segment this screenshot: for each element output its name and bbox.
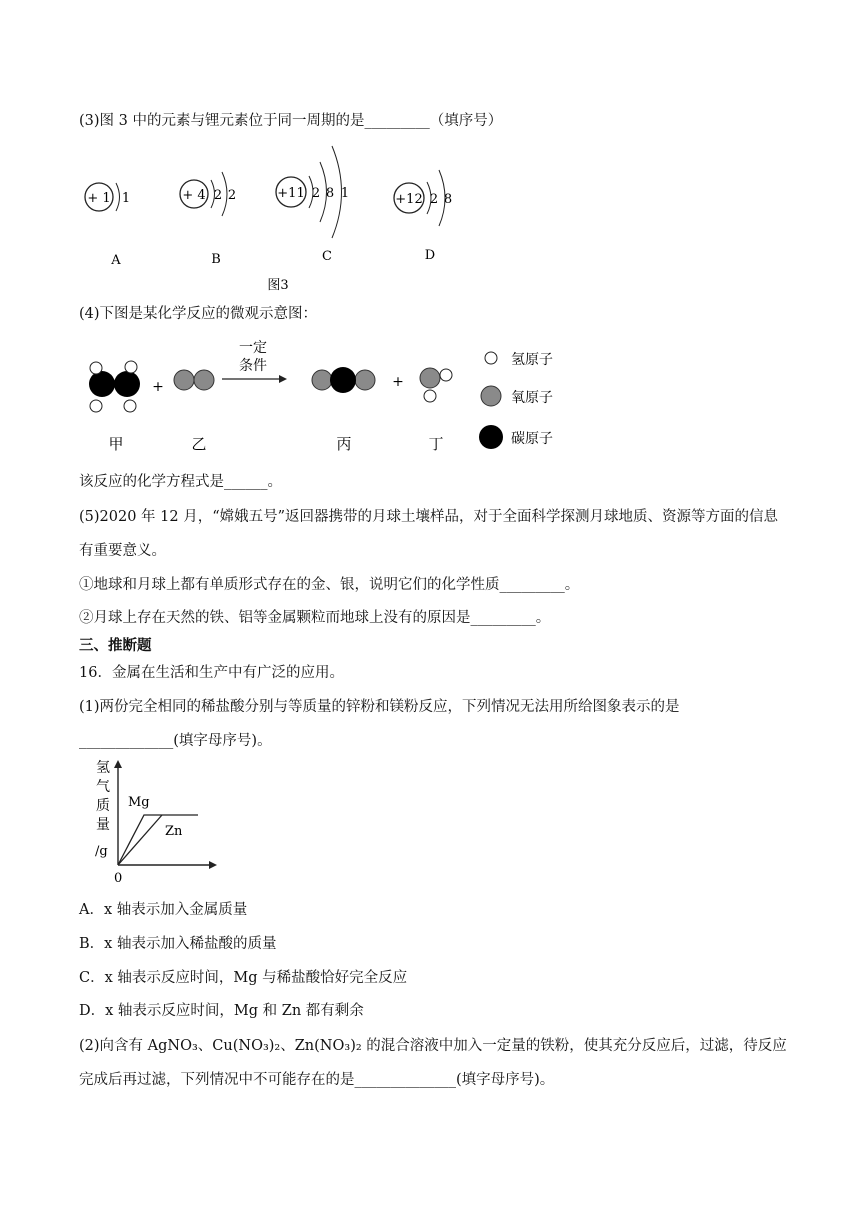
q3-text: (3)图 3 中的元素与锂元素位于同一周期的是_________（填序号） bbox=[79, 113, 503, 129]
graph-ylabel-char-1: 氢 bbox=[96, 760, 110, 776]
atom-a-nucleus: + 1 bbox=[87, 191, 111, 206]
q16-option-a: A．x 轴表示加入金属质量 bbox=[79, 902, 248, 918]
q16-option-b: B．x 轴表示加入稀盐酸的质量 bbox=[79, 936, 277, 952]
atom-a bbox=[85, 183, 130, 268]
label-ding: 丁 bbox=[428, 435, 444, 453]
atom-c-shell-1: 2 bbox=[311, 186, 321, 201]
atom-d-shell-1: 2 bbox=[429, 192, 439, 207]
atom-b-shell-1: 2 bbox=[213, 188, 223, 203]
q16-intro: 16．金属在生活和生产中有广泛的应用。 bbox=[79, 665, 344, 681]
label-jia: 甲 bbox=[108, 435, 124, 453]
q5-line-1: (5)2020 年 12 月，“嫦娥五号”返回器携带的月球土壤样品，对于全面科学探测月球地质、资源等方面的信息 bbox=[79, 509, 779, 525]
condition-line-1: 一定 bbox=[239, 340, 267, 356]
graph-ylabel-char-4: 量 bbox=[96, 817, 110, 833]
atom-b-nucleus: + 4 bbox=[182, 188, 206, 203]
atom-c bbox=[267, 146, 349, 293]
molecule-bing bbox=[312, 367, 375, 453]
atom-b-label: B bbox=[211, 252, 221, 267]
label-yi: 乙 bbox=[191, 435, 207, 453]
atom-c-shell-3: 1 bbox=[340, 186, 350, 201]
figure-3-atom-diagrams bbox=[70, 138, 490, 298]
graph-ylabel-char-3: 质 bbox=[96, 798, 110, 814]
q4-equation-text: 该反应的化学方程式是______。 bbox=[79, 474, 282, 490]
legend-hydrogen: 氢原子 bbox=[511, 352, 553, 368]
graph-ylabel-unit: /g bbox=[95, 844, 108, 859]
q5-sub-2: ②月球上存在天然的铁、铝等金属颗粒而地球上没有的原因是_________。 bbox=[79, 610, 551, 626]
plus-sign-1: + bbox=[152, 379, 164, 395]
q16-option-d: D．x 轴表示反应时间，Mg 和 Zn 都有剩余 bbox=[79, 1003, 364, 1019]
q16-part1-line-2: _____________(填字母序号)。 bbox=[79, 733, 272, 749]
atom-d bbox=[394, 170, 452, 263]
figure-3-caption: 图3 bbox=[267, 278, 289, 293]
label-bing: 丙 bbox=[336, 435, 352, 453]
q4-text: (4)下图是某化学反应的微观示意图： bbox=[79, 306, 318, 322]
atom-d-shell-2: 8 bbox=[443, 192, 453, 207]
molecule-ding bbox=[420, 368, 452, 453]
graph-label-mg: Mg bbox=[128, 795, 150, 810]
atom-c-nucleus: +11 bbox=[277, 186, 305, 201]
condition-line-2: 条件 bbox=[239, 358, 267, 374]
q16-option-c: C．x 轴表示反应时间，Mg 与稀盐酸恰好完全反应 bbox=[79, 970, 408, 986]
atom-c-label: C bbox=[322, 249, 332, 264]
atom-b-shell-2: 2 bbox=[227, 188, 237, 203]
legend-oxygen: 氧原子 bbox=[511, 390, 553, 406]
graph-ylabel-char-2: 气 bbox=[96, 779, 110, 795]
reaction-micro-diagram bbox=[80, 332, 580, 462]
section-heading: 三、推断题 bbox=[79, 637, 152, 654]
molecule-jia bbox=[89, 361, 140, 453]
atom-c-shell-2: 8 bbox=[325, 186, 335, 201]
molecule-yi bbox=[174, 370, 214, 453]
reaction-arrow bbox=[222, 340, 287, 383]
atom-d-label: D bbox=[424, 248, 436, 263]
q16-part1-line-1: (1)两份完全相同的稀盐酸分别与等质量的锌粉和镁粉反应，下列情况无法用所给图象表示的是 bbox=[79, 699, 680, 715]
q16-part2-line-2: 完成后再过滤，下列情况中不可能存在的是______________(填字母序号)。 bbox=[79, 1072, 555, 1088]
legend-carbon: 碳原子 bbox=[511, 431, 553, 447]
graph-label-zn: Zn bbox=[165, 824, 183, 839]
graph-line-mg bbox=[118, 815, 198, 865]
atom-legend bbox=[479, 352, 553, 449]
q5-sub-1: ①地球和月球上都有单质形式存在的金、银，说明它们的化学性质_________。 bbox=[79, 577, 580, 593]
q5-line-2: 有重要意义。 bbox=[79, 543, 166, 559]
hydrogen-mass-graph bbox=[88, 757, 228, 887]
atom-b bbox=[180, 172, 236, 267]
atom-a-label: A bbox=[111, 253, 121, 268]
plus-sign-2: + bbox=[392, 374, 404, 390]
q16-part2-line-1: (2)向含有 AgNO₃、Cu(NO₃)₂、Zn(NO₃)₂ 的混合溶液中加入一定量的铁粉，使其充分反应后，过滤，待反应 bbox=[79, 1038, 787, 1054]
graph-origin-label: 0 bbox=[114, 871, 123, 886]
atom-a-shell-1: 1 bbox=[121, 191, 131, 206]
atom-d-nucleus: +12 bbox=[395, 192, 423, 207]
